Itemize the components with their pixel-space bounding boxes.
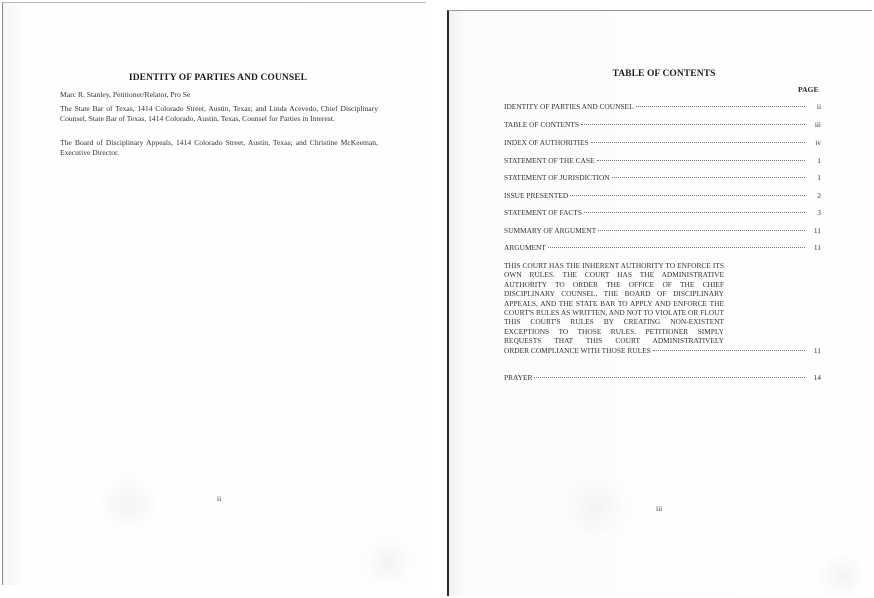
toc-entry-title: TABLE OF CONTENTS: [504, 120, 579, 129]
toc-entry-title: ISSUE PRESENTED: [504, 191, 569, 200]
toc-dot-leader: [534, 377, 805, 378]
toc-page-column-label: PAGE: [798, 85, 819, 94]
toc-entry-title: PRAYER: [504, 373, 533, 382]
toc-entry: [504, 173, 821, 182]
toc-entry-page: ii: [816, 102, 821, 111]
scan-smudge: [98, 473, 158, 533]
toc-entry: [504, 156, 821, 165]
toc-entry-title: INDEX OF AUTHORITIES: [504, 138, 589, 147]
party-paragraph-3: The Board of Disciplinary Appeals, 1414 Colorado Street, Austin, Texas; and Christine McKeeman, Executive Director.: [60, 138, 378, 157]
toc-dot-leader: [581, 124, 805, 125]
toc-entry-page: 1: [817, 173, 821, 182]
toc-dot-leader: [548, 247, 805, 248]
toc-entry-title: STATEMENT OF THE CASE: [504, 156, 595, 165]
toc-entry: [504, 191, 821, 200]
toc-entry: [504, 102, 821, 111]
toc-dot-leader: [570, 195, 805, 196]
toc-entry: [504, 373, 821, 382]
scan-smudge: [559, 476, 629, 536]
identity-heading: IDENTITY OF PARTIES AND COUNSEL: [128, 73, 308, 83]
toc-entry-title: STATEMENT OF FACTS: [504, 208, 582, 217]
toc-heading: TABLE OF CONTENTS: [612, 69, 716, 79]
toc-entry-page: 11: [813, 345, 821, 355]
toc-entry: [504, 243, 821, 252]
page-number-right: iii: [656, 504, 663, 513]
toc-entry-title: ORDER COMPLIANCE WITH THOSE RULES: [504, 345, 651, 355]
toc-argument-subheading: [504, 261, 821, 355]
toc-dot-leader: [636, 106, 805, 107]
toc-dot-leader: [653, 350, 805, 351]
page-identity-of-parties: [2, 2, 426, 585]
toc-entry: [504, 208, 821, 217]
toc-dot-leader: [597, 160, 806, 161]
toc-dot-leader: [591, 142, 805, 143]
page-number-left: ii: [217, 494, 222, 503]
party-paragraph-2: The State Bar of Texas, 1414 Colorado Street, Austin, Texas; and Linda Acevedo, Chief Disciplinary Counsel, State Bar of Texas, 1414 Colorado, Austin, Texas, Counsel for Parties in Interest.: [60, 104, 378, 123]
toc-dot-leader: [598, 230, 805, 231]
toc-entry-title: STATEMENT OF JURISDICTION: [504, 173, 610, 182]
toc-entry-page: iii: [814, 120, 821, 129]
toc-entry-page: 1: [817, 156, 821, 165]
toc-entry-title: SUMMARY OF ARGUMENT: [504, 226, 597, 235]
argument-subheading-text: THIS COURT HAS THE INHERENT AUTHORITY TO ENFORCE ITS OWN RULES. THE COURT HAS THE ADMINISTRATIVE AUTHORITY TO ORDER THE OFFICE OF THE CHIEF DISCIPLINARY COUNSEL, THE BOARD OF DISCIPLINARY APPEALS, AND THE STATE BAR TO APPLY AND ENFORCE THE COURT'S RULES AS WRITTEN, AND NOT TO VIOLATE OR FLOUT THIS COURT'S RULES BY CREATING NON-EXISTENT EXCEPTIONS TO THOSE RULES. PETITIONER SIMPLY REQUESTS THAT THIS COURT ADMINISTRATIVELY: [504, 261, 724, 346]
toc-dot-leader: [584, 212, 805, 213]
page-table-of-contents: [447, 10, 872, 596]
toc-entry-page: 11: [813, 243, 821, 252]
toc-entry-page: 3: [817, 208, 821, 217]
toc-entry-page: 2: [817, 191, 821, 200]
argument-subheading-last-line: [504, 346, 821, 355]
toc-entry: [504, 120, 821, 129]
scan-smudge: [814, 556, 869, 596]
scan-smudge: [363, 543, 413, 583]
toc-entry-title: IDENTITY OF PARTIES AND COUNSEL: [504, 102, 634, 111]
toc-entry-page: 14: [813, 373, 821, 382]
toc-entry: [504, 138, 821, 147]
toc-entry: [504, 226, 821, 235]
toc-entry-title: ARGUMENT: [504, 243, 546, 252]
toc-dot-leader: [612, 177, 805, 178]
toc-entry-page: iv: [815, 138, 821, 147]
toc-entry-page: 11: [813, 226, 821, 235]
party-paragraph-1: Marc R. Stanley, Petitioner/Relator, Pro Se: [60, 90, 191, 99]
